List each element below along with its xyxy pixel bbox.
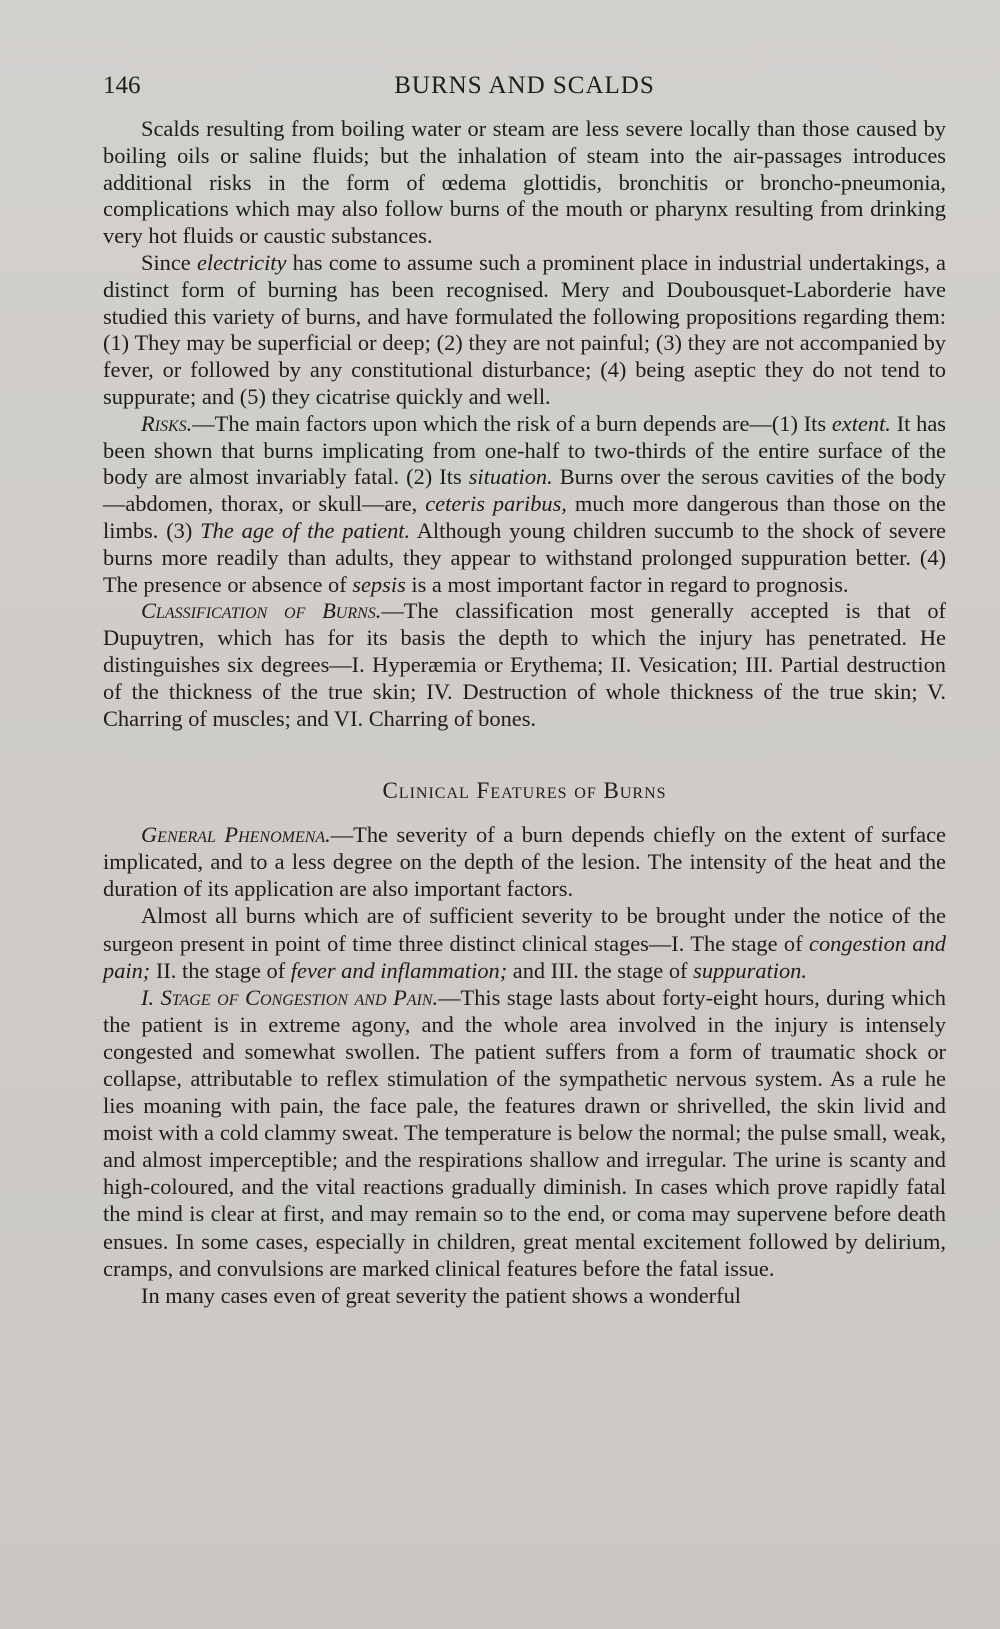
- paragraph-continuation: In many cases even of great severity the patient shows a wonderful: [141, 1282, 741, 1308]
- page-header: [103, 66, 946, 106]
- section-heading: Clinical Features of Burns: [382, 778, 667, 804]
- page-body: [103, 116, 946, 1309]
- paragraph-scalds: Scalds resulting from boiling water or steam are less severe locally than those caused by boiling oils or saline fluids; but the inhalation of steam into the air-passages introduces additional risks in the form of œdema glottidis, bronchitis or broncho-pneumonia, complications which may also follow burns of the mouth or pharynx resulting from drinking very hot fluids or caustic substances.: [103, 116, 946, 249]
- paragraph-stages: Almost all burns which are of sufficient severity to be brought under the notice of the surgeon present in point of time three distinct clinical stages—I. The stage of congestion and pain; II. the stage of fever and inflammation; and III. the stage of suppuration.: [103, 903, 946, 983]
- paragraph-electricity: Since electricity has come to assume such a prominent place in industrial undertakings, a distinct form of burning has been recognised. Mery and Doubousquet-Laborderie have studied this variety of burns, and have formulated the following propositions regarding them: (1) They may be superficial or deep; (2) they are not painful; (3) they are not accompanied by fever, or followed by any constitutional disturbance; (4) being aseptic they do not tend to suppurate; and (5) they cicatrise quickly and well.: [103, 249, 946, 409]
- stage-one-heading: I. Stage of Congestion and Pain.: [141, 984, 439, 1010]
- paragraph-risks: Risks.—The main factors upon which the risk of a burn depends are—(1) Its extent. It has been shown that burns implicating from one-half to two-thirds of the entire surface of the body are almost invariably fatal. (2) Its situation. Burns over the serous cavities of the body—abdomen, thorax, or skull—are, ceteris paribus, much more dangerous than those on the limbs. (3) The age of the patient. Although young children succumb to the shock of severe burns more readily than adults, they appear to withstand prolonged suppuration better. (4) The presence or absence of sepsis is a most important factor in regard to prognosis.: [103, 410, 946, 597]
- paragraph-general-phenomena: General Phenomena.—The severity of a burn depends chiefly on the extent of surface implicated, and to a less degree on the depth of the lesion. The intensity of the heat and the duration of its application are also important factors.: [103, 822, 946, 902]
- clinical-features-section: [103, 821, 946, 1309]
- classification-heading: Classification of Burns.: [141, 598, 382, 624]
- paragraph-stage-one: I. Stage of Congestion and Pain.—This stage lasts about forty-eight hours, during which the patient is in extreme agony, and the whole area involved in the injury is intensely congested and somewhat swollen. The patient suffers from a form of traumatic shock or collapse, attributable to reflex stimulation of the sympathetic nervous system. As a rule he lies moaning with pain, the face pale, the features drawn or shrivelled, the skin livid and moist with a cold clammy sweat. The temperature is below the normal; the pulse small, weak, and almost imperceptible; and the respirations shallow and irregular. The urine is scanty and high-coloured, and the vital reactions gradually diminish. In cases which prove rapidly fatal the mind is clear at first, and may remain so to the end, or coma may supervene before death ensues. In some cases, especially in children, great mental excitement followed by delirium, cramps, and convulsions are marked clinical features before the fatal issue.: [103, 984, 946, 1281]
- paragraph-classification: Classification of Burns.—The classification most generally accepted is that of Dupuytren, which has for its basis the depth to which the injury has penetrated. He distinguishes six degrees—I. Hyperæmia or Erythema; II. Vesication; III. Partial destruction of the thickness of the true skin; IV. Destruction of whole thickness of the true skin; V. Charring of muscles; and VI. Charring of bones.: [103, 598, 946, 731]
- general-phenomena-heading: General Phenomena.: [141, 822, 331, 848]
- emphasis-electricity: electricity: [196, 249, 287, 275]
- page-number: 146: [103, 72, 141, 99]
- risks-heading: Risks.: [141, 410, 193, 436]
- running-title: BURNS AND SCALDS: [394, 72, 655, 99]
